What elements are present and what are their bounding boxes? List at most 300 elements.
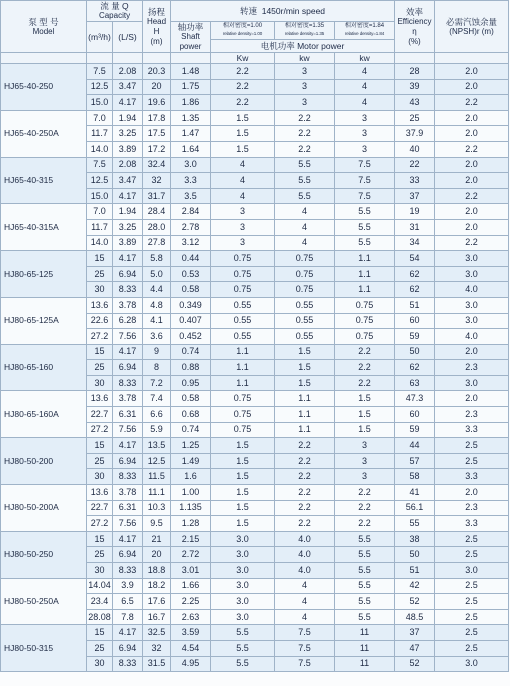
efficiency-cell: 34 (395, 235, 435, 251)
npsh-cell: 2.0 (435, 64, 509, 80)
header-kw-3: kw (335, 53, 395, 64)
flow-ls-cell: 3.89 (113, 141, 143, 157)
motor-kw-2-cell: 5.5 (275, 157, 335, 173)
flow-m3h-cell: 25 (87, 360, 113, 376)
motor-kw-2-cell: 2.2 (275, 469, 335, 485)
flow-m3h-cell: 15 (87, 438, 113, 454)
model-cell: HJ65-40-315A (1, 204, 87, 251)
head-cell: 17.6 (143, 594, 171, 610)
npsh-cell: 4.0 (435, 282, 509, 298)
shaft-power-cell: 1.49 (171, 453, 211, 469)
model-cell: HJ65-40-250A (1, 110, 87, 157)
shaft-power-cell: 0.407 (171, 313, 211, 329)
motor-kw-2-cell: 1.1 (275, 422, 335, 438)
motor-kw-2-cell: 2.2 (275, 516, 335, 532)
flow-ls-cell: 1.94 (113, 204, 143, 220)
shaft-power-cell: 0.95 (171, 375, 211, 391)
motor-kw-2-cell: 1.5 (275, 360, 335, 376)
flow-m3h-cell: 30 (87, 563, 113, 579)
table-row (1, 297, 509, 313)
npsh-cell: 2.5 (435, 609, 509, 625)
motor-kw-2-cell: 4.0 (275, 547, 335, 563)
npsh-cell: 3.3 (435, 422, 509, 438)
motor-kw-1-cell: 0.55 (211, 313, 275, 329)
npsh-cell: 2.2 (435, 141, 509, 157)
head-cell: 5.0 (143, 266, 171, 282)
flow-ls-cell: 6.94 (113, 453, 143, 469)
flow-ls-cell: 7.56 (113, 422, 143, 438)
npsh-cell: 2.5 (435, 531, 509, 547)
motor-kw-1-cell: 3.0 (211, 578, 275, 594)
flow-m3h-cell: 30 (87, 375, 113, 391)
efficiency-cell: 62 (395, 266, 435, 282)
motor-kw-1-cell: 3.0 (211, 531, 275, 547)
header-flow: 流 量 Q Capacity (87, 1, 143, 22)
header-kw-1: Kw (211, 53, 275, 64)
motor-kw-3-cell: 2.2 (335, 344, 395, 360)
motor-kw-3-cell: 1.5 (335, 391, 395, 407)
motor-kw-3-cell: 2.2 (335, 516, 395, 532)
head-cell: 20 (143, 547, 171, 563)
efficiency-cell: 55 (395, 516, 435, 532)
motor-kw-3-cell: 7.5 (335, 157, 395, 173)
motor-kw-1-cell: 1.1 (211, 344, 275, 360)
motor-kw-2-cell: 4 (275, 219, 335, 235)
flow-ls-cell: 6.94 (113, 266, 143, 282)
table-row (1, 157, 509, 173)
head-cell: 18.2 (143, 578, 171, 594)
table-row (1, 110, 509, 126)
efficiency-cell: 37 (395, 188, 435, 204)
header-spacer (395, 53, 435, 64)
shaft-power-cell: 3.01 (171, 563, 211, 579)
shaft-power-cell: 1.35 (171, 110, 211, 126)
efficiency-cell: 38 (395, 531, 435, 547)
header-model: 泵 型 号 Model (1, 1, 87, 53)
motor-kw-1-cell: 0.55 (211, 297, 275, 313)
efficiency-cell: 59 (395, 422, 435, 438)
flow-m3h-cell: 30 (87, 469, 113, 485)
npsh-cell: 3.0 (435, 251, 509, 267)
motor-kw-3-cell: 3 (335, 453, 395, 469)
flow-m3h-cell: 13.6 (87, 391, 113, 407)
header-head: 扬程 Head H (m) (143, 1, 171, 53)
shaft-power-cell: 0.44 (171, 251, 211, 267)
shaft-power-cell: 3.0 (171, 157, 211, 173)
header-efficiency: 效率 Efficiency η (%) (395, 1, 435, 53)
efficiency-cell: 22 (395, 157, 435, 173)
flow-m3h-cell: 15.0 (87, 188, 113, 204)
efficiency-cell: 56.1 (395, 500, 435, 516)
flow-m3h-cell: 14.0 (87, 141, 113, 157)
head-cell: 32 (143, 173, 171, 189)
motor-kw-3-cell: 1.5 (335, 422, 395, 438)
motor-kw-2-cell: 0.55 (275, 297, 335, 313)
motor-kw-2-cell: 4 (275, 609, 335, 625)
npsh-cell: 3.0 (435, 563, 509, 579)
motor-kw-3-cell: 3 (335, 110, 395, 126)
table-row (1, 251, 509, 267)
motor-kw-1-cell: 2.2 (211, 64, 275, 80)
npsh-cell: 3.3 (435, 469, 509, 485)
flow-ls-cell: 3.89 (113, 235, 143, 251)
motor-kw-3-cell: 2.2 (335, 485, 395, 501)
npsh-cell: 4.0 (435, 329, 509, 345)
motor-kw-1-cell: 1.5 (211, 110, 275, 126)
flow-ls-cell: 6.31 (113, 500, 143, 516)
efficiency-cell: 52 (395, 656, 435, 672)
npsh-cell: 2.0 (435, 126, 509, 142)
npsh-cell: 2.5 (435, 453, 509, 469)
motor-kw-3-cell: 2.2 (335, 500, 395, 516)
motor-kw-2-cell: 4 (275, 204, 335, 220)
efficiency-cell: 48.5 (395, 609, 435, 625)
flow-ls-cell: 7.56 (113, 329, 143, 345)
npsh-cell: 2.3 (435, 407, 509, 423)
shaft-power-cell: 4.54 (171, 640, 211, 656)
header-flow-unit-ls: (L/S) (113, 22, 143, 53)
flow-ls-cell: 3.78 (113, 297, 143, 313)
shaft-power-cell: 4.95 (171, 656, 211, 672)
header-spacer (1, 53, 87, 64)
flow-ls-cell: 2.08 (113, 157, 143, 173)
motor-kw-1-cell: 4 (211, 157, 275, 173)
flow-m3h-cell: 14.0 (87, 235, 113, 251)
flow-m3h-cell: 12.5 (87, 79, 113, 95)
flow-ls-cell: 3.78 (113, 391, 143, 407)
npsh-cell: 2.5 (435, 547, 509, 563)
model-cell: HJ80-65-160A (1, 391, 87, 438)
flow-ls-cell: 4.17 (113, 95, 143, 111)
motor-kw-1-cell: 1.1 (211, 360, 275, 376)
flow-ls-cell: 6.94 (113, 547, 143, 563)
head-cell: 31.5 (143, 656, 171, 672)
head-cell: 9 (143, 344, 171, 360)
motor-kw-2-cell: 1.5 (275, 375, 335, 391)
table-row (1, 625, 509, 641)
head-cell: 5.9 (143, 422, 171, 438)
shaft-power-cell: 0.88 (171, 360, 211, 376)
motor-kw-3-cell: 5.5 (335, 563, 395, 579)
npsh-cell: 2.0 (435, 79, 509, 95)
flow-m3h-cell: 11.7 (87, 126, 113, 142)
npsh-cell: 2.0 (435, 344, 509, 360)
npsh-cell: 2.2 (435, 95, 509, 111)
efficiency-cell: 44 (395, 438, 435, 454)
head-cell: 3.6 (143, 329, 171, 345)
flow-m3h-cell: 27.2 (87, 516, 113, 532)
flow-ls-cell: 4.17 (113, 251, 143, 267)
efficiency-cell: 58 (395, 469, 435, 485)
motor-kw-1-cell: 0.75 (211, 391, 275, 407)
flow-m3h-cell: 15 (87, 251, 113, 267)
head-cell: 7.4 (143, 391, 171, 407)
motor-kw-3-cell: 1.1 (335, 282, 395, 298)
efficiency-cell: 19 (395, 204, 435, 220)
npsh-cell: 3.3 (435, 516, 509, 532)
motor-kw-1-cell: 1.5 (211, 438, 275, 454)
motor-kw-2-cell: 3 (275, 95, 335, 111)
header-spacer (435, 53, 509, 64)
npsh-cell: 2.0 (435, 173, 509, 189)
flow-m3h-cell: 27.2 (87, 329, 113, 345)
model-cell: HJ80-65-125A (1, 297, 87, 344)
motor-kw-2-cell: 2.2 (275, 485, 335, 501)
flow-m3h-cell: 27.2 (87, 422, 113, 438)
motor-kw-3-cell: 1.1 (335, 266, 395, 282)
header-density-3: 相对密度=1.84 relative density=1.84 (335, 22, 395, 40)
efficiency-cell: 42 (395, 578, 435, 594)
flow-ls-cell: 3.78 (113, 485, 143, 501)
head-cell: 20.3 (143, 64, 171, 80)
npsh-cell: 2.0 (435, 219, 509, 235)
motor-kw-2-cell: 0.55 (275, 329, 335, 345)
shaft-power-cell: 0.58 (171, 282, 211, 298)
head-cell: 32.4 (143, 157, 171, 173)
efficiency-cell: 51 (395, 297, 435, 313)
header-density-2: 相对密度=1.35 relative density=1.35 (275, 22, 335, 40)
motor-kw-3-cell: 5.5 (335, 235, 395, 251)
flow-m3h-cell: 22.7 (87, 407, 113, 423)
table-row (1, 485, 509, 501)
motor-kw-3-cell: 0.75 (335, 297, 395, 313)
head-cell: 4.1 (143, 313, 171, 329)
shaft-power-cell: 0.452 (171, 329, 211, 345)
flow-ls-cell: 4.17 (113, 531, 143, 547)
motor-kw-2-cell: 1.5 (275, 344, 335, 360)
npsh-cell: 2.0 (435, 485, 509, 501)
shaft-power-cell: 2.63 (171, 609, 211, 625)
npsh-cell: 3.0 (435, 656, 509, 672)
model-cell: HJ80-65-125 (1, 251, 87, 298)
shaft-power-cell: 2.25 (171, 594, 211, 610)
flow-ls-cell: 7.8 (113, 609, 143, 625)
head-cell: 32 (143, 640, 171, 656)
shaft-power-cell: 1.75 (171, 79, 211, 95)
header-shaft-power: 轴功率 Shaft power (171, 22, 211, 53)
motor-kw-1-cell: 3.0 (211, 563, 275, 579)
flow-ls-cell: 1.94 (113, 110, 143, 126)
flow-m3h-cell: 25 (87, 453, 113, 469)
head-cell: 13.5 (143, 438, 171, 454)
npsh-cell: 2.5 (435, 594, 509, 610)
flow-ls-cell: 8.33 (113, 375, 143, 391)
head-cell: 4.4 (143, 282, 171, 298)
flow-m3h-cell: 23.4 (87, 594, 113, 610)
model-cell: HJ80-65-160 (1, 344, 87, 391)
npsh-cell: 3.0 (435, 313, 509, 329)
motor-kw-2-cell: 4 (275, 594, 335, 610)
flow-ls-cell: 3.9 (113, 578, 143, 594)
motor-kw-1-cell: 4 (211, 188, 275, 204)
head-cell: 20 (143, 79, 171, 95)
table-row (1, 438, 509, 454)
flow-m3h-cell: 15 (87, 625, 113, 641)
motor-kw-2-cell: 0.75 (275, 251, 335, 267)
shaft-power-cell: 1.47 (171, 126, 211, 142)
head-cell: 28.4 (143, 204, 171, 220)
motor-kw-2-cell: 1.1 (275, 391, 335, 407)
flow-m3h-cell: 11.7 (87, 219, 113, 235)
motor-kw-2-cell: 2.2 (275, 126, 335, 142)
flow-m3h-cell: 25 (87, 266, 113, 282)
motor-kw-1-cell: 3 (211, 235, 275, 251)
npsh-cell: 2.3 (435, 500, 509, 516)
motor-kw-2-cell: 1.1 (275, 407, 335, 423)
head-cell: 4.8 (143, 297, 171, 313)
head-cell: 11.5 (143, 469, 171, 485)
model-cell: HJ65-40-250 (1, 64, 87, 111)
motor-kw-3-cell: 5.5 (335, 578, 395, 594)
motor-kw-1-cell: 0.75 (211, 251, 275, 267)
flow-m3h-cell: 15 (87, 344, 113, 360)
flow-ls-cell: 3.47 (113, 173, 143, 189)
flow-ls-cell: 6.28 (113, 313, 143, 329)
flow-ls-cell: 2.08 (113, 64, 143, 80)
flow-ls-cell: 8.33 (113, 282, 143, 298)
motor-kw-2-cell: 2.2 (275, 141, 335, 157)
shaft-power-cell: 3.3 (171, 173, 211, 189)
motor-kw-1-cell: 1.5 (211, 516, 275, 532)
motor-kw-1-cell: 5.5 (211, 625, 275, 641)
efficiency-cell: 60 (395, 313, 435, 329)
motor-kw-2-cell: 3 (275, 79, 335, 95)
motor-kw-1-cell: 1.5 (211, 453, 275, 469)
efficiency-cell: 63 (395, 375, 435, 391)
efficiency-cell: 57 (395, 453, 435, 469)
shaft-power-cell: 3.12 (171, 235, 211, 251)
efficiency-cell: 50 (395, 344, 435, 360)
motor-kw-2-cell: 4.0 (275, 563, 335, 579)
motor-kw-3-cell: 5.5 (335, 594, 395, 610)
shaft-power-cell: 1.66 (171, 578, 211, 594)
head-cell: 9.5 (143, 516, 171, 532)
motor-kw-1-cell: 1.5 (211, 469, 275, 485)
efficiency-cell: 40 (395, 141, 435, 157)
flow-m3h-cell: 22.7 (87, 500, 113, 516)
flow-ls-cell: 6.5 (113, 594, 143, 610)
motor-kw-1-cell: 3.0 (211, 609, 275, 625)
motor-kw-2-cell: 5.5 (275, 173, 335, 189)
motor-kw-3-cell: 4 (335, 79, 395, 95)
flow-ls-cell: 7.56 (113, 516, 143, 532)
motor-kw-1-cell: 0.75 (211, 407, 275, 423)
motor-kw-2-cell: 4.0 (275, 531, 335, 547)
shaft-power-cell: 0.53 (171, 266, 211, 282)
motor-kw-3-cell: 0.75 (335, 329, 395, 345)
efficiency-cell: 33 (395, 173, 435, 189)
motor-kw-2-cell: 7.5 (275, 640, 335, 656)
npsh-cell: 2.0 (435, 157, 509, 173)
shaft-power-cell: 2.72 (171, 547, 211, 563)
flow-m3h-cell: 30 (87, 656, 113, 672)
efficiency-cell: 52 (395, 594, 435, 610)
header-npsh: 必需汽蚀余量 (NPSH)r (m) (435, 1, 509, 53)
flow-m3h-cell: 7.5 (87, 64, 113, 80)
motor-kw-1-cell: 1.5 (211, 141, 275, 157)
motor-kw-1-cell: 3 (211, 204, 275, 220)
npsh-cell: 2.2 (435, 235, 509, 251)
table-row (1, 344, 509, 360)
head-cell: 21 (143, 531, 171, 547)
motor-kw-3-cell: 4 (335, 64, 395, 80)
efficiency-cell: 39 (395, 79, 435, 95)
model-cell: HJ80-50-315 (1, 625, 87, 672)
flow-m3h-cell: 28.08 (87, 609, 113, 625)
efficiency-cell: 62 (395, 360, 435, 376)
flow-ls-cell: 6.94 (113, 360, 143, 376)
flow-ls-cell: 3.47 (113, 79, 143, 95)
motor-kw-2-cell: 0.75 (275, 282, 335, 298)
shaft-power-cell: 2.78 (171, 219, 211, 235)
header-spacer (113, 53, 143, 64)
motor-kw-2-cell: 0.75 (275, 266, 335, 282)
table-row (1, 64, 509, 80)
motor-kw-2-cell: 0.55 (275, 313, 335, 329)
header-kw-2: kw (275, 53, 335, 64)
efficiency-cell: 62 (395, 282, 435, 298)
shaft-power-cell: 0.68 (171, 407, 211, 423)
motor-kw-3-cell: 5.5 (335, 531, 395, 547)
table-body (1, 64, 509, 672)
motor-kw-1-cell: 5.5 (211, 656, 275, 672)
motor-kw-1-cell: 0.55 (211, 329, 275, 345)
head-cell: 10.3 (143, 500, 171, 516)
header-spacer (87, 53, 113, 64)
motor-kw-2-cell: 5.5 (275, 188, 335, 204)
flow-m3h-cell: 14.04 (87, 578, 113, 594)
motor-kw-3-cell: 1.1 (335, 251, 395, 267)
header-spacer (143, 53, 171, 64)
table-header (1, 1, 509, 64)
motor-kw-3-cell: 2.2 (335, 375, 395, 391)
npsh-cell: 2.3 (435, 360, 509, 376)
shaft-power-cell: 1.64 (171, 141, 211, 157)
head-cell: 7.2 (143, 375, 171, 391)
motor-kw-2-cell: 2.2 (275, 110, 335, 126)
motor-kw-1-cell: 3.0 (211, 547, 275, 563)
npsh-cell: 3.0 (435, 375, 509, 391)
motor-kw-2-cell: 3 (275, 64, 335, 80)
npsh-cell: 2.0 (435, 110, 509, 126)
motor-kw-1-cell: 1.1 (211, 375, 275, 391)
npsh-cell: 3.0 (435, 266, 509, 282)
head-cell: 27.8 (143, 235, 171, 251)
head-cell: 32.5 (143, 625, 171, 641)
flow-m3h-cell: 7.0 (87, 204, 113, 220)
flow-m3h-cell: 7.0 (87, 110, 113, 126)
flow-ls-cell: 4.17 (113, 344, 143, 360)
efficiency-cell: 25 (395, 110, 435, 126)
motor-kw-3-cell: 11 (335, 656, 395, 672)
motor-kw-2-cell: 4 (275, 235, 335, 251)
npsh-cell: 2.5 (435, 438, 509, 454)
motor-kw-1-cell: 0.75 (211, 266, 275, 282)
motor-kw-1-cell: 1.5 (211, 485, 275, 501)
head-cell: 17.2 (143, 141, 171, 157)
head-cell: 5.8 (143, 251, 171, 267)
motor-kw-2-cell: 7.5 (275, 625, 335, 641)
table-row (1, 204, 509, 220)
motor-kw-2-cell: 4 (275, 578, 335, 594)
efficiency-cell: 60 (395, 407, 435, 423)
npsh-cell: 2.2 (435, 188, 509, 204)
flow-m3h-cell: 25 (87, 547, 113, 563)
flow-m3h-cell: 22.6 (87, 313, 113, 329)
head-cell: 17.5 (143, 126, 171, 142)
table-row (1, 391, 509, 407)
header-density-1: 相对密度=1.00 relative density=1.00 (211, 22, 275, 40)
